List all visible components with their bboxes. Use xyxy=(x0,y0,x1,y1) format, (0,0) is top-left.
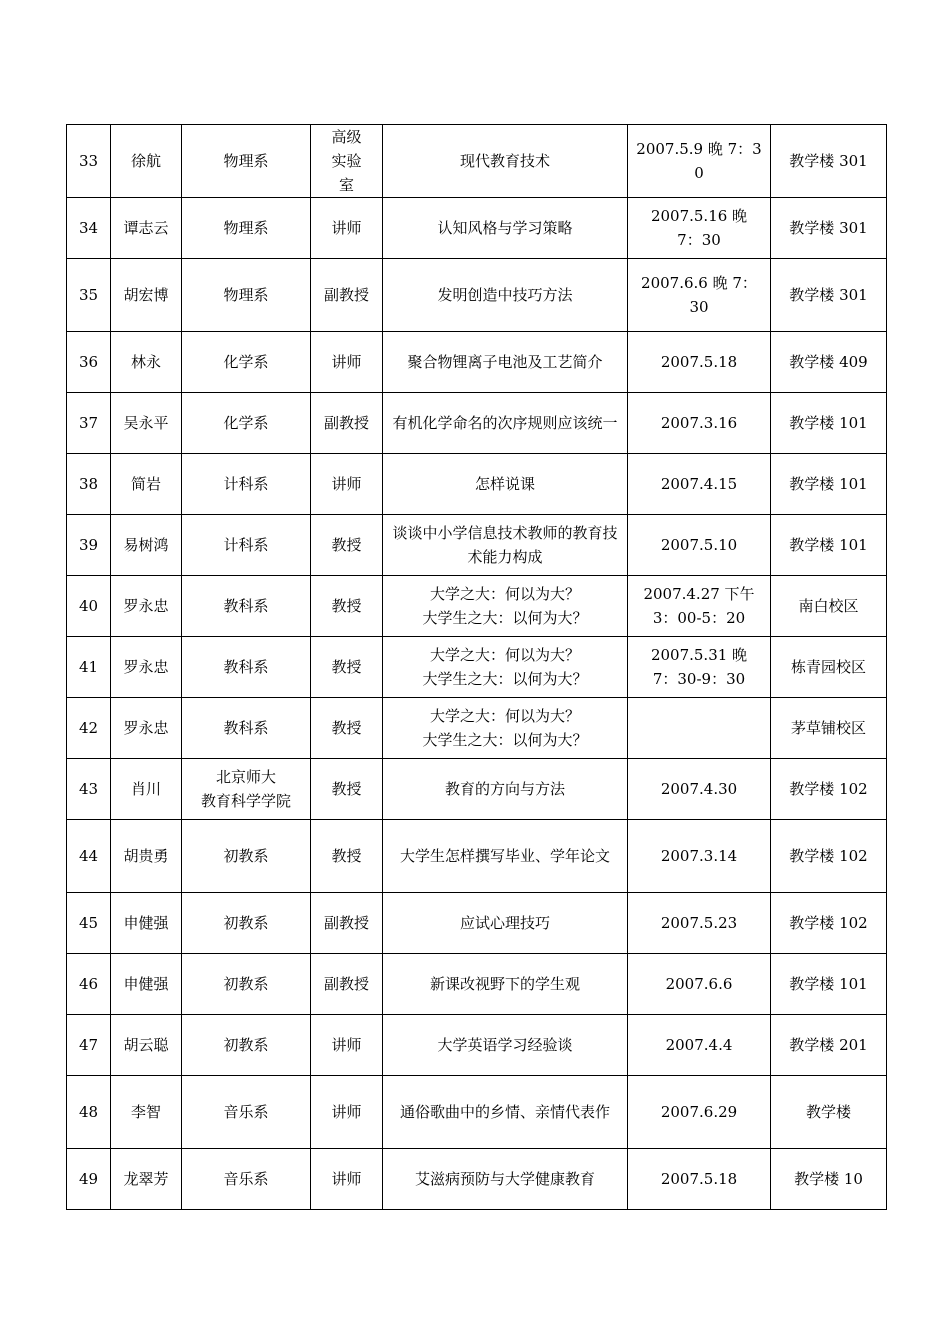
department: 计科系 xyxy=(182,515,311,576)
lecture-date: 2007.6.6 晚 7：30 xyxy=(628,259,771,332)
department xyxy=(182,759,311,820)
lecture-date: 2007.4.30 xyxy=(628,759,771,820)
table-row xyxy=(67,259,887,332)
department: 物理系 xyxy=(182,259,311,332)
table-row xyxy=(67,393,887,454)
speaker-name: 谭志云 xyxy=(111,198,182,259)
lecture-date: 2007.4.15 xyxy=(628,454,771,515)
speaker-name: 吴永平 xyxy=(111,393,182,454)
lecture-topic: 艾滋病预防与大学健康教育 xyxy=(383,1149,628,1210)
row-number: 44 xyxy=(67,820,111,893)
lecture-topic: 教育的方向与方法 xyxy=(383,759,628,820)
speaker-name: 胡贵勇 xyxy=(111,820,182,893)
department: 教科系 xyxy=(182,576,311,637)
table-row xyxy=(67,698,887,759)
department-line: 北京师大 xyxy=(215,768,276,786)
lecture-date: 2007.5.10 xyxy=(628,515,771,576)
speaker-name: 胡云聪 xyxy=(111,1015,182,1076)
table-row xyxy=(67,576,887,637)
topic-line: 大学生之大：以何为大？ xyxy=(422,731,588,749)
row-number: 45 xyxy=(67,893,111,954)
topic-line: 大学之大：何以为大？ xyxy=(429,646,580,664)
venue: 栋青园校区 xyxy=(771,637,887,698)
lecture-topic: 现代教育技术 xyxy=(383,125,628,198)
topic-line: 大学生之大：以何为大？ xyxy=(422,670,588,688)
lecture-date: 2007.5.31 晚 7：30-9：30 xyxy=(628,637,771,698)
table-row xyxy=(67,893,887,954)
row-number: 34 xyxy=(67,198,111,259)
lecture-topic: 应试心理技巧 xyxy=(383,893,628,954)
speaker-name: 罗永忠 xyxy=(111,576,182,637)
academic-title: 教授 xyxy=(311,820,383,893)
venue: 教学楼 101 xyxy=(771,954,887,1015)
venue: 教学楼 xyxy=(771,1076,887,1149)
venue: 教学楼 101 xyxy=(771,454,887,515)
lecture-topic: 大学英语学习经验谈 xyxy=(383,1015,628,1076)
academic-title: 副教授 xyxy=(311,259,383,332)
topic-line: 大学之大：何以为大？ xyxy=(429,707,580,725)
table-row xyxy=(67,759,887,820)
department: 初教系 xyxy=(182,954,311,1015)
lecture-date: 2007.5.18 xyxy=(628,1149,771,1210)
academic-title: 讲师 xyxy=(311,1149,383,1210)
lecture-date: 2007.6.29 xyxy=(628,1076,771,1149)
venue: 教学楼 409 xyxy=(771,332,887,393)
speaker-name: 徐航 xyxy=(111,125,182,198)
lecture-date: 2007.6.6 xyxy=(628,954,771,1015)
department: 化学系 xyxy=(182,332,311,393)
venue: 南白校区 xyxy=(771,576,887,637)
lecture-topic: 通俗歌曲中的乡情、亲情代表作 xyxy=(383,1076,628,1149)
speaker-name: 李智 xyxy=(111,1076,182,1149)
venue: 教学楼 201 xyxy=(771,1015,887,1076)
speaker-name: 龙翠芳 xyxy=(111,1149,182,1210)
academic-title: 讲师 xyxy=(311,454,383,515)
table-row xyxy=(67,198,887,259)
academic-title: 副教授 xyxy=(311,393,383,454)
row-number: 49 xyxy=(67,1149,111,1210)
lecture-topic xyxy=(383,698,628,759)
row-number: 33 xyxy=(67,125,111,198)
lecture-date: 2007.5.23 xyxy=(628,893,771,954)
venue: 茅草铺校区 xyxy=(771,698,887,759)
row-number: 47 xyxy=(67,1015,111,1076)
row-number: 38 xyxy=(67,454,111,515)
department: 物理系 xyxy=(182,125,311,198)
lecture-schedule-table xyxy=(66,124,887,1210)
venue: 教学楼 102 xyxy=(771,759,887,820)
lecture-topic xyxy=(383,637,628,698)
department: 初教系 xyxy=(182,820,311,893)
row-number: 41 xyxy=(67,637,111,698)
lecture-date: 2007.3.14 xyxy=(628,820,771,893)
department: 物理系 xyxy=(182,198,311,259)
academic-title: 教授 xyxy=(311,759,383,820)
row-number: 46 xyxy=(67,954,111,1015)
department-line: 教育科学学院 xyxy=(200,792,291,810)
row-number: 37 xyxy=(67,393,111,454)
speaker-name: 肖川 xyxy=(111,759,182,820)
speaker-name: 罗永忠 xyxy=(111,637,182,698)
speaker-name: 申健强 xyxy=(111,954,182,1015)
department: 音乐系 xyxy=(182,1076,311,1149)
table-row xyxy=(67,820,887,893)
academic-title: 讲师 xyxy=(311,332,383,393)
speaker-name: 简岩 xyxy=(111,454,182,515)
department: 教科系 xyxy=(182,637,311,698)
speaker-name: 林永 xyxy=(111,332,182,393)
academic-title: 教授 xyxy=(311,576,383,637)
department: 初教系 xyxy=(182,1015,311,1076)
lecture-topic: 聚合物锂离子电池及工艺简介 xyxy=(383,332,628,393)
venue: 教学楼 101 xyxy=(771,393,887,454)
venue: 教学楼 101 xyxy=(771,515,887,576)
table-row xyxy=(67,515,887,576)
lecture-topic: 谈谈中小学信息技术教师的教育技术能力构成 xyxy=(383,515,628,576)
table-row xyxy=(67,1149,887,1210)
lecture-date xyxy=(628,698,771,759)
table-row xyxy=(67,125,887,198)
lecture-topic: 新课改视野下的学生观 xyxy=(383,954,628,1015)
department: 化学系 xyxy=(182,393,311,454)
venue: 教学楼 301 xyxy=(771,259,887,332)
table-row xyxy=(67,454,887,515)
row-number: 36 xyxy=(67,332,111,393)
lecture-topic: 认知风格与学习策略 xyxy=(383,198,628,259)
lecture-topic: 发明创造中技巧方法 xyxy=(383,259,628,332)
academic-title: 副教授 xyxy=(311,893,383,954)
academic-title: 教授 xyxy=(311,637,383,698)
lecture-topic xyxy=(383,576,628,637)
department: 教科系 xyxy=(182,698,311,759)
academic-title: 讲师 xyxy=(311,1076,383,1149)
topic-line: 大学之大：何以为大？ xyxy=(429,585,580,603)
venue: 教学楼 301 xyxy=(771,198,887,259)
table-row xyxy=(67,1015,887,1076)
department: 音乐系 xyxy=(182,1149,311,1210)
academic-title: 讲师 xyxy=(311,198,383,259)
lecture-date: 2007.3.16 xyxy=(628,393,771,454)
row-number: 42 xyxy=(67,698,111,759)
lecture-date: 2007.5.16 晚 7：30 xyxy=(628,198,771,259)
speaker-name: 胡宏博 xyxy=(111,259,182,332)
academic-title: 高级实验室 xyxy=(311,125,383,198)
speaker-name: 罗永忠 xyxy=(111,698,182,759)
venue: 教学楼 102 xyxy=(771,820,887,893)
lecture-topic: 有机化学命名的次序规则应该统一 xyxy=(383,393,628,454)
table-row xyxy=(67,637,887,698)
table-row xyxy=(67,1076,887,1149)
topic-line: 大学生之大：以何为大？ xyxy=(422,609,588,627)
venue: 教学楼 301 xyxy=(771,125,887,198)
academic-title: 教授 xyxy=(311,515,383,576)
row-number: 48 xyxy=(67,1076,111,1149)
academic-title: 教授 xyxy=(311,698,383,759)
table-row xyxy=(67,332,887,393)
lecture-topic: 怎样说课 xyxy=(383,454,628,515)
table-row xyxy=(67,954,887,1015)
lecture-date: 2007.5.18 xyxy=(628,332,771,393)
lecture-date: 2007.4.27 下午 3：00-5：20 xyxy=(628,576,771,637)
academic-title: 副教授 xyxy=(311,954,383,1015)
row-number: 40 xyxy=(67,576,111,637)
speaker-name: 申健强 xyxy=(111,893,182,954)
lecture-date: 2007.5.9 晚 7：30 xyxy=(628,125,771,198)
lecture-date: 2007.4.4 xyxy=(628,1015,771,1076)
academic-title: 讲师 xyxy=(311,1015,383,1076)
lecture-topic: 大学生怎样撰写毕业、学年论文 xyxy=(383,820,628,893)
venue: 教学楼 10 xyxy=(771,1149,887,1210)
department: 计科系 xyxy=(182,454,311,515)
row-number: 35 xyxy=(67,259,111,332)
speaker-name: 易树鸿 xyxy=(111,515,182,576)
department: 初教系 xyxy=(182,893,311,954)
row-number: 43 xyxy=(67,759,111,820)
venue: 教学楼 102 xyxy=(771,893,887,954)
row-number: 39 xyxy=(67,515,111,576)
